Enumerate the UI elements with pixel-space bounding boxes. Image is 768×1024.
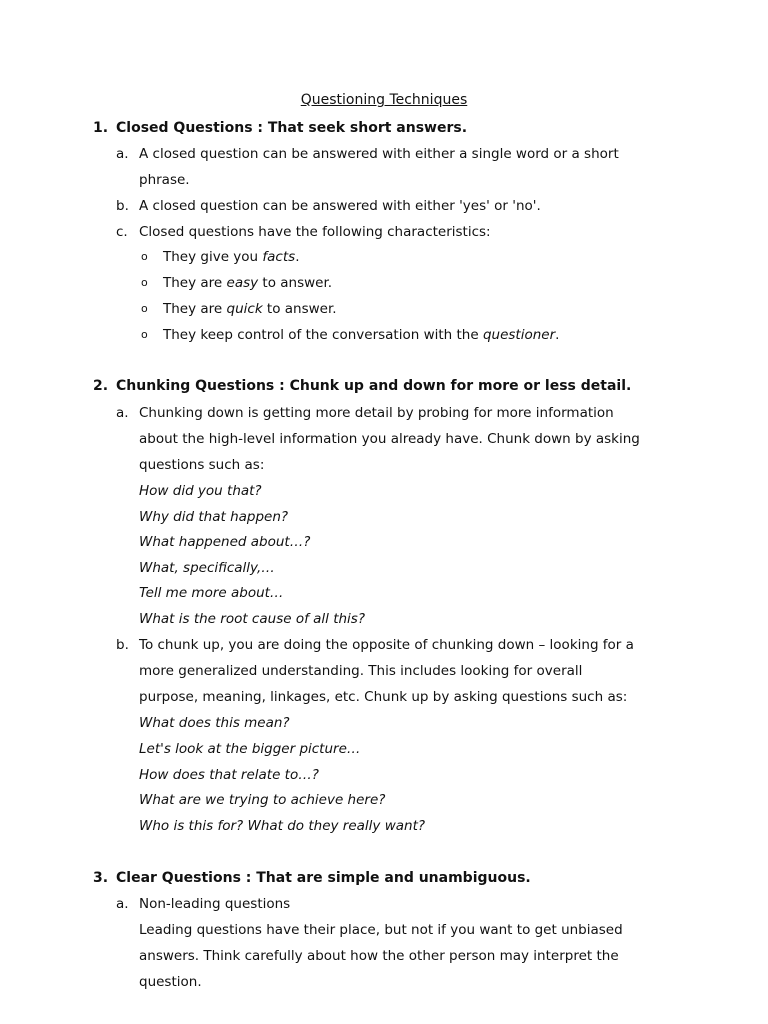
item-text: To chunk up, you are doing the opposite of chunking down – looking for a bbox=[139, 637, 634, 653]
bullet-text: They keep control of the conversation with the questioner. bbox=[163, 327, 560, 343]
bullet-icon: o bbox=[141, 250, 148, 263]
item-text: answers. Think carefully about how the other person may interpret the bbox=[139, 948, 619, 964]
bullet-icon: o bbox=[141, 276, 148, 289]
section-number: 2. bbox=[93, 378, 109, 394]
item-text: A closed question can be answered with either 'yes' or 'no'. bbox=[139, 198, 541, 214]
item-text: more generalized understanding. This includes looking for overall bbox=[139, 663, 583, 679]
item-text: purpose, meaning, linkages, etc. Chunk up by asking questions such as: bbox=[139, 689, 628, 705]
item-text: Leading questions have their place, but not if you want to get unbiased bbox=[139, 922, 623, 938]
item-letter: a. bbox=[116, 405, 129, 421]
item-letter: c. bbox=[116, 224, 128, 240]
item-text: Non-leading questions bbox=[139, 896, 291, 912]
item-letter: a. bbox=[116, 896, 129, 912]
document-page: Questioning Techniques 1. Closed Questions : That seek short answers. a. A closed question can be answered with either a single word or a short phrase. b. A closed question can be answered with either 'yes' or 'no'. c. Closed questions have the following characteristics: o They give you facts. o They are easy to answer. o They are quick to answer. o They keep control of the conversation with the questioner. 2. Chunking Questions : Chunk up and down for more or less detail. a. Chunking down is getting more detail by probing for more information about the high-level information you already have. Chunk down by asking questions such as: How did you that? Why did that happen? What happened about…? What, specifically,… Tell me more about… What is the root cause of all this? b. To chunk up, you are doing the opposite of chunking down – looking for a more generalized understanding. This includes looking for overall purpose, meaning, linkages, etc. Chunk up by asking questions such as: What does this mean? Let's look at the bigger picture… How does that relate to…? What are we trying to achieve here? Who is this for? What do they really want? 3. Clear Questions : That are simple and unambiguous. a. Non-leading questions Leading questions have their place, but not if you want to get unbiased answers. Think carefully about how the other person may interpret the question. bbox=[0, 0, 768, 1024]
item-text: about the high-level information you already have. Chunk down by asking bbox=[139, 431, 640, 447]
section-number: 1. bbox=[93, 120, 109, 136]
item-text: A closed question can be answered with either a single word or a short bbox=[139, 146, 619, 162]
bullet-icon: o bbox=[141, 328, 148, 341]
bullet-text: They give you facts. bbox=[163, 249, 300, 265]
bullet-icon: o bbox=[141, 302, 148, 315]
item-letter: b. bbox=[116, 198, 129, 214]
item-text: Chunking down is getting more detail by probing for more information bbox=[139, 405, 614, 421]
section-heading-text: Chunking Questions : Chunk up and down for more or less detail. bbox=[116, 378, 632, 394]
item-text: questions such as: bbox=[139, 457, 265, 473]
item-text: Closed questions have the following characteristics: bbox=[139, 224, 491, 240]
section-heading-text: Closed Questions : That seek short answers. bbox=[116, 120, 468, 136]
item-text: phrase. bbox=[139, 172, 190, 188]
bullet-text: They are quick to answer. bbox=[163, 301, 337, 317]
section-heading-text: Clear Questions : That are simple and unambiguous. bbox=[116, 870, 531, 886]
document-title: Questioning Techniques bbox=[300, 92, 468, 108]
item-letter: a. bbox=[116, 146, 129, 162]
section-number: 3. bbox=[93, 870, 109, 886]
item-text: question. bbox=[139, 974, 202, 990]
item-letter: b. bbox=[116, 637, 129, 653]
bullet-text: They are easy to answer. bbox=[163, 275, 333, 291]
